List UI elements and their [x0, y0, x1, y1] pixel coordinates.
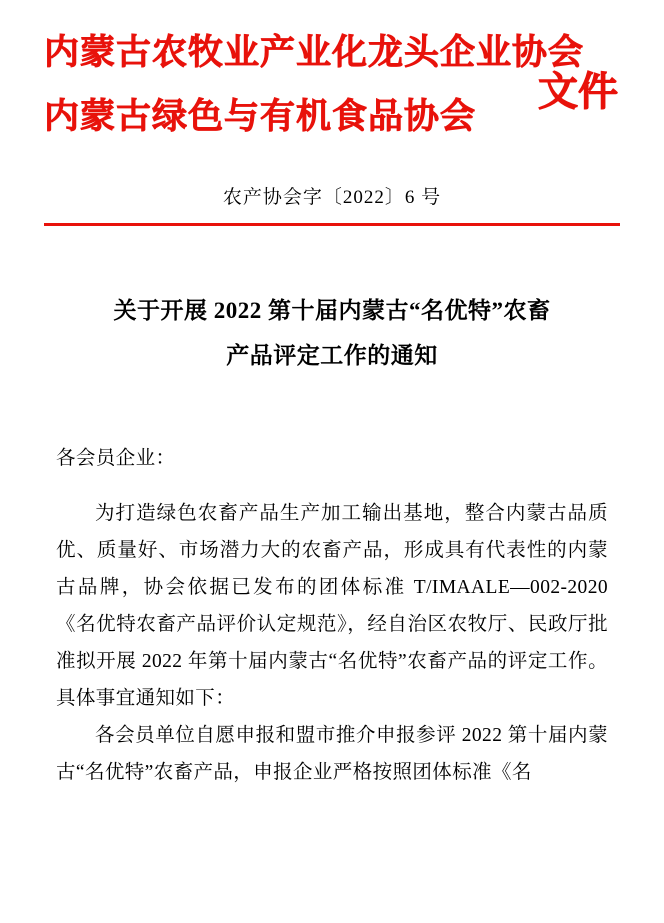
document-title-line-2: 产品评定工作的通知: [226, 342, 438, 368]
letterhead: [0, 0, 664, 146]
body-paragraph-1: 为打造绿色农畜产品生产加工输出基地，整合内蒙古品质优、质量好、市场潜力大的农畜产品，形成具有代表性的内蒙古品牌，协会依据已发布的团体标准 T/IMAALE—002-2020《名优特农畜产品评价认定规范》，经自治区农牧厅、民政厅批准拟开展 2022 年第十届内蒙古“名优特”农畜产品的评定工作。具体事宜通知如下：: [56, 502, 608, 709]
document-body: [56, 440, 608, 791]
document-number: 农产协会字〔2022〕6 号: [222, 187, 442, 208]
document-title: [70, 288, 594, 378]
document-word-label: 文件: [538, 69, 618, 114]
organization-name-line-1: 内蒙古农牧业产业化龙头企业协会: [44, 33, 585, 72]
body-paragraph-2: 各会员单位自愿申报和盟市推介申报参评 2022 第十届内蒙古“名优特”农畜产品，申报企业严格按照团体标准《名: [56, 724, 608, 783]
letterhead-organizations: [44, 24, 620, 146]
organization-name-line-2: 内蒙古绿色与有机食品协会: [44, 97, 477, 136]
red-divider-rule: [44, 223, 620, 226]
salutation: 各会员企业：: [56, 447, 176, 469]
document-title-line-1: 关于开展 2022 第十届内蒙古“名优特”农畜: [113, 297, 551, 323]
